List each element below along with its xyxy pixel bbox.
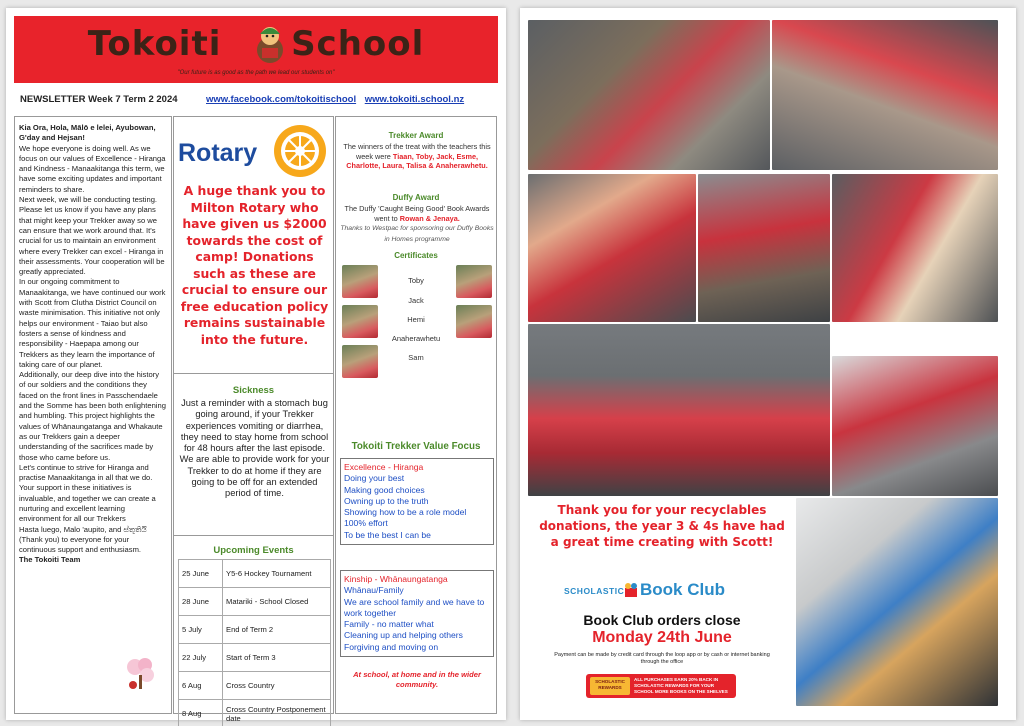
classroom-photo [832,174,998,322]
certificates-heading: Certificates [394,251,438,260]
trekker-award-text: The winners of the treat with the teachers this week were Tiaan, Toby, Jack, Esme, Charlotte, Laura, Talisa & Anaherawhetu. [343,142,491,170]
duffy-award-heading: Duffy Award [392,193,440,202]
excellence-title: Excellence - Hiranga [344,462,424,472]
events-table [178,559,331,726]
trekker-mascot-icon [250,22,290,66]
facebook-link[interactable]: www.facebook.com/tokoitischool [206,94,357,105]
awards-column [335,116,497,714]
book-club-payment-info: Payment can be made by credit card through the loop app or by cash or internet banking through the office [554,652,770,665]
group-photo [528,324,830,496]
rewards-logo: SCHOLASTIC REWARDS [590,677,630,695]
event-date: 28 June [179,588,223,616]
event-date: 6 Aug [179,672,223,700]
value-item: Making good choices [344,484,425,495]
certificate-name: Jack [408,296,424,305]
intro-paragraph: Next week, we will be conducting testing. Please let us know if you have any plans that might keep your Trekker away so we can ensure that we work around that. It's crucial for us to maintain an environment where every Trekker can excel - Hiranga in their assessments. Your cooperation will be greatly appreciated. [19,195,165,277]
trekker-award-heading: Trekker Award [388,131,444,140]
classroom-photo [528,20,770,170]
sickness-text: Just a reminder with a stomach bug going around, if your Trekker experiences vomiting or diarrhea, they need to stay home from school for 48 hours after the last episode. We are able to provide work for your Trekker to do at home if they are going to be off for an extended period of time. [179,398,330,499]
website-link[interactable]: www.tokoiti.school.nz [364,94,465,105]
duffy-sponsor-thanks: Thanks to Westpac for sponsoring our Duffy Books in Homes programme [340,225,494,243]
book-club-logo-icon [624,582,638,598]
intro-paragraph: In our ongoing commitment to Manaakitanga, we have continued our work with Scott from Clutha District Council on waste minimisation. This initiative not only helps our environment - Taiao but also fosters a sense of kindness and responsibility - Haepapa among our Trekkers as they learn the importance of taking care of our planet. [19,277,166,369]
duffy-award-winners: Rowan & Jenaya. [399,213,460,223]
event-row [179,560,331,588]
event-name: Cross Country Postponement date [223,700,331,726]
rotary-wheel-icon [272,123,328,179]
value-item: We are school family and we have to work together [344,596,485,618]
certificate-name: Toby [408,276,424,285]
certificate-name: Sam [408,353,424,362]
intro-paragraph: Hasta luego, Malo 'aupito, and ස්තූතියි (Thank you) to everyone for your continuous support and enthusiasm. [19,524,147,555]
book-club-close-date: Monday 24th June [592,629,732,646]
value-item: Doing your best [344,473,405,484]
certificate-name: Anaherawhetu [391,334,441,343]
greeting: Kia Ora, Hola, Mālō e lelei, Ayubowan, G'day and Hejsan! [19,123,156,143]
certificate-photo [456,305,492,338]
book-club-orders-close: Book Club orders close [583,612,741,628]
events-heading: Upcoming Events [213,545,294,556]
newsletter-page-2 [520,8,1016,720]
value-item: Whānau/Family [344,585,404,596]
classroom-photo [528,174,696,322]
value-item: Family - no matter what [344,619,434,630]
sickness-heading: Sickness [232,385,275,396]
school-banner [14,16,498,83]
divider [174,373,333,374]
certificate-photo [456,265,492,298]
intro-column [14,116,172,714]
kinship-box [340,570,494,657]
school-tagline: "Our future is as good as the path we lead our students on" [177,70,335,76]
certificate-photo [342,305,378,338]
divider [174,535,333,536]
middle-column [173,116,334,723]
school-name-left: Tokoiti [87,24,222,64]
intro-paragraph: Let's continue to strive for Hiranga and practise Manaakitanga in all that we do. Your support in these initiatives is invaluable, and together we can create a nurturing and excellent learning environment for all our Trekkers [19,462,156,524]
rotary-thank-you: A huge thank you to Milton Rotary who have given us $2000 towards the cost of camp! Donations such as these are crucial to ensure our free education policy remains sustainable into the future. [180,183,329,347]
event-row [179,700,331,726]
excellence-box [340,458,494,545]
value-item: Owning up to the truth [344,495,429,506]
craft-photo [796,498,998,706]
event-date: 25 June [179,560,223,588]
classroom-photo [698,174,830,322]
book-club-title: Book Club [640,580,725,599]
rotary-logo-text: Rotary [178,139,258,167]
newsletter-page-1 [6,8,506,723]
value-item: To be the best I can be [344,529,431,540]
school-name-right: School [291,24,425,64]
value-item: Showing how to be a role model [344,507,467,518]
scholastic-rewards-banner [586,674,736,698]
event-date: 5 July [179,616,223,644]
cherry-blossom-icon [123,657,159,693]
newsletter-issue: NEWSLETTER Week 7 Term 2 2024 [20,94,178,105]
rewards-text: ALL PURCHASES EARN 20% BACK IN SCHOLASTIC REWARDS FOR YOUR SCHOOL MORE BOOKS ON THE SHELVES [634,677,728,694]
intro-paragraph: We hope everyone is doing well. As we focus on our values of Excellence - Hiranga and Kindness - Manaakitanga this term, we have some exciting updates and important reminders to share. [19,143,166,194]
event-name: Y5-6 Hockey Tournament [223,560,331,588]
classroom-photo [772,20,998,170]
trekker-award-winners: Tiaan, Toby, Jack, Esme, Charlotte, Laura, Talisa & Anaherawhetu. [346,151,488,170]
event-row [179,644,331,672]
value-focus-heading: Tokoiti Trekker Value Focus [351,441,481,452]
event-row [179,616,331,644]
certificate-photo [342,345,378,378]
header-links [206,94,470,105]
event-date: 8 Aug [179,700,223,726]
kinship-title: Kinship - Whānaungatanga [344,574,448,584]
event-name: Cross Country [223,672,331,700]
event-row [179,672,331,700]
value-focus-footer: At school, at home and in the wider community. [353,670,481,689]
value-item: 100% effort [344,518,388,529]
event-name: Matariki - School Closed [223,588,331,616]
signoff: The Tokoiti Team [19,555,81,565]
value-item: Cleaning up and helping others [344,630,463,641]
classroom-photo [832,356,998,496]
recyclables-thanks: Thank you for your recyclables donations, the year 3 & 4s have had a great time creating with Scott! [539,503,785,549]
scholastic-logo-text: SCHOLASTIC [564,586,625,596]
event-name: Start of Term 3 [223,644,331,672]
event-row [179,588,331,616]
value-item: Forgiving and moving on [344,641,439,652]
duffy-award-text: The Duffy 'Caught Being Good' Book Awards went to Rowan & Jenaya. Thanks to Westpac for sponsoring our Duffy Books in Homes programme [340,204,494,243]
event-date: 22 July [179,644,223,672]
intro-paragraph: Additionally, our deep dive into the history of our soldiers and the conditions they faced on the front lines in Passchendaele and the Somme has been both enlightening and humbling. This project highlights the values of Whānaungatanga and Whakaute as our Trekkers gain a deeper understanding of the sacrifices made by those who came before us. [19,370,166,462]
event-name: End of Term 2 [223,616,331,644]
certificate-photo [342,265,378,298]
certificate-name: Hemi [407,315,425,324]
